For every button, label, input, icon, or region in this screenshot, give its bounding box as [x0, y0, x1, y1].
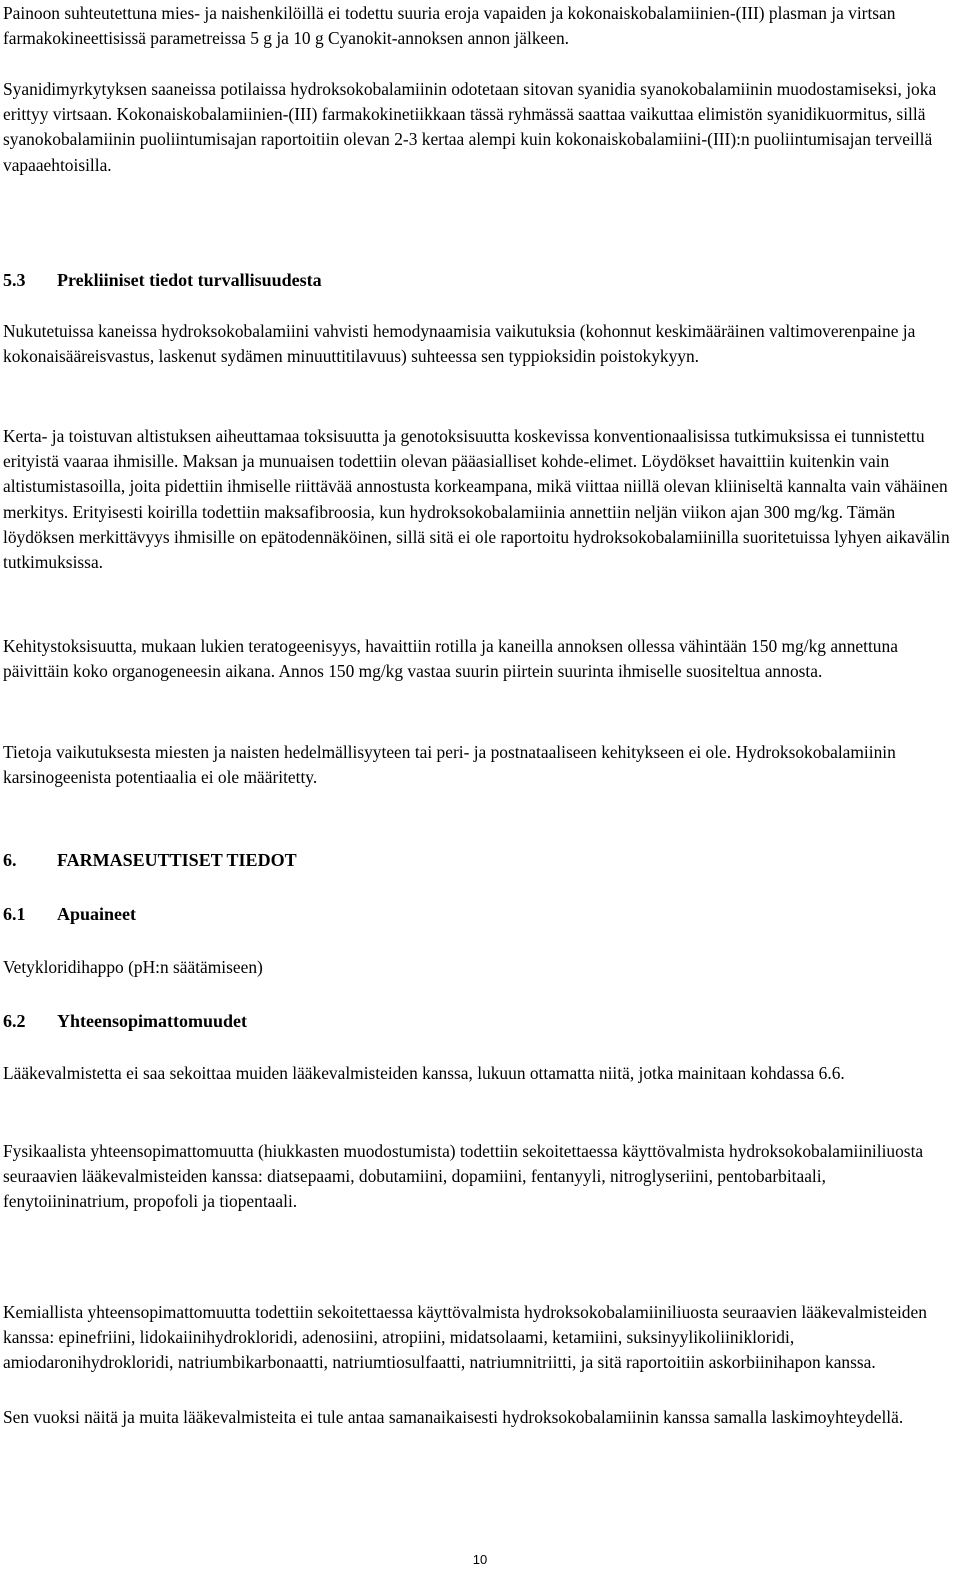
- heading-number: 5.3: [3, 270, 26, 290]
- paragraph-physical-incompatibility: Fysikaalista yhteensopimattomuutta (hiukkasten muodostumista) todettiin sekoitettaessa käyttövalmista hydroksokobalamiiniliuosta seuraavien lääkevalmisteiden kanssa: diatsepaami, dobutamiini, dopamiini, fentanyyli, nitroglyseriini, pentobarbitaali, fenytoiininatrium, propofoli ja tiopentaali.: [3, 1141, 924, 1212]
- heading-title: Yhteensopimattomuudet: [57, 1011, 248, 1031]
- paragraph-cyanide-poisoning: Syanidimyrkytyksen saaneissa potilaissa hydroksokobalamiinin odotetaan sitovan syanidia syanokobalamiinin muodostamiseksi, joka erittyy virtsaan. Kokonaiskobalamiinien-(III) farmakokinetiikkaan tässä ryhmässä saattaa vaikuttaa elimistön syanidikuormitus, sillä syanokobalamiinin puoliintumisajan raportoitiin olevan 2-3 kertaa alempi kuin kokonaiskobalamiini-(III):n puoliintumisajan terveillä vapaaehtoisilla.: [3, 79, 937, 175]
- paragraph-pharmacokinetics-gender: Painoon suhteutettuna mies- ja naishenkilöillä ei todettu suuria eroja vapaiden ja kokonaiskobalamiinien-(III) plasman ja virtsan farmakokineettisissä parametreissa 5 g ja 10 g Cyanokit-annoksen annon jälkeen.: [3, 3, 896, 49]
- heading-5-3: [3, 268, 322, 293]
- heading-6: [3, 848, 297, 873]
- heading-title: FARMASEUTTISET TIEDOT: [57, 850, 297, 870]
- paragraph-excipients: Vetykloridihappo (pH:n säätämiseen): [3, 957, 263, 977]
- paragraph-administration-warning: Sen vuoksi näitä ja muita lääkevalmisteita ei tule antaa samanaikaisesti hydroksokobalamiinin kanssa samalla laskimoyhteydellä.: [3, 1407, 904, 1427]
- paragraph-hemodynamic-effects: Nukutetuissa kaneissa hydroksokobalamiini vahvisti hemodynaamisia vaikutuksia (kohonnut keskimääräinen valtimoverenpaine ja kokonaisääreisvastus, laskenut sydämen minuuttitilavuus) suhteessa sen typpioksidin poistokykyyn.: [3, 321, 916, 367]
- paragraph-fertility: Tietoja vaikutuksesta miesten ja naisten hedelmällisyyteen tai peri- ja postnataaliseen kehitykseen ei ole. Hydroksokobalamiinin karsinogeenista potentiaalia ei ole määritetty.: [3, 742, 896, 788]
- paragraph-toxicity: Kerta- ja toistuvan altistuksen aiheuttamaa toksisuutta ja genotoksisuutta koskevissa konventionaalisissa tutkimuksissa ei tunnistettu erityistä vaaraa ihmisille. Maksan ja munuaisen todettiin olevan pääasialliset kohde-elimet. Löydökset havaittiin kuitenkin vain altistumistasoilla, joita pidettiin ihmiselle riittävää annostusta korkeampana, mikä viittaa niillä olevan kliiniseltä kannalta vain vähäinen merkitys. Erityisesti koirilla todettiin maksafibroosia, kun hydroksokobalamiinia annettiin neljän viikon ajan 300 mg/kg. Tämän löydöksen merkittävyys ihmisille on epätodennäköinen, sillä sitä ei ole raportoitu hydroksokobalamiinilla suoritetuissa lyhyen aikavälin tutkimuksissa.: [3, 426, 950, 573]
- paragraph-chemical-incompatibility: Kemiallista yhteensopimattomuutta todettiin sekoitettaessa käyttövalmista hydroksokobalamiiniliuosta seuraavien lääkevalmisteiden kanssa: epinefriini, lidokaiinihydrokloridi, adenosiini, atropiini, midatsolaami, ketamiini, suksinyylikoliinikloridi, amiodaronihydrokloridi, natriumbikarbonaatti, natriumtiosulfaatti, natriumnitriitti, ja sitä raportoitiin askorbiinihapon kanssa.: [3, 1302, 927, 1373]
- heading-title: Prekliiniset tiedot turvallisuudesta: [57, 270, 322, 290]
- heading-6-2: [3, 1009, 247, 1034]
- page-number: 10: [472, 1552, 488, 1567]
- heading-6-1: [3, 902, 136, 927]
- paragraph-developmental-toxicity: Kehitystoksisuutta, mukaan lukien teratogeenisyys, havaittiin rotilla ja kaneilla annoksen ollessa vähintään 150 mg/kg annettuna päivittäin koko organogeneesin aikana. Annos 150 mg/kg vastaa suurin piirtein suurinta ihmiselle suositeltua annosta.: [3, 636, 898, 682]
- paragraph-incompatibility-intro: Lääkevalmistetta ei saa sekoittaa muiden lääkevalmisteiden kanssa, lukuun ottamatta niitä, jotka mainitaan kohdassa 6.6.: [3, 1063, 845, 1083]
- heading-title: Apuaineet: [57, 904, 137, 924]
- heading-number: 6.1: [3, 904, 26, 924]
- heading-number: 6.2: [3, 1011, 26, 1031]
- heading-number: 6.: [3, 850, 17, 870]
